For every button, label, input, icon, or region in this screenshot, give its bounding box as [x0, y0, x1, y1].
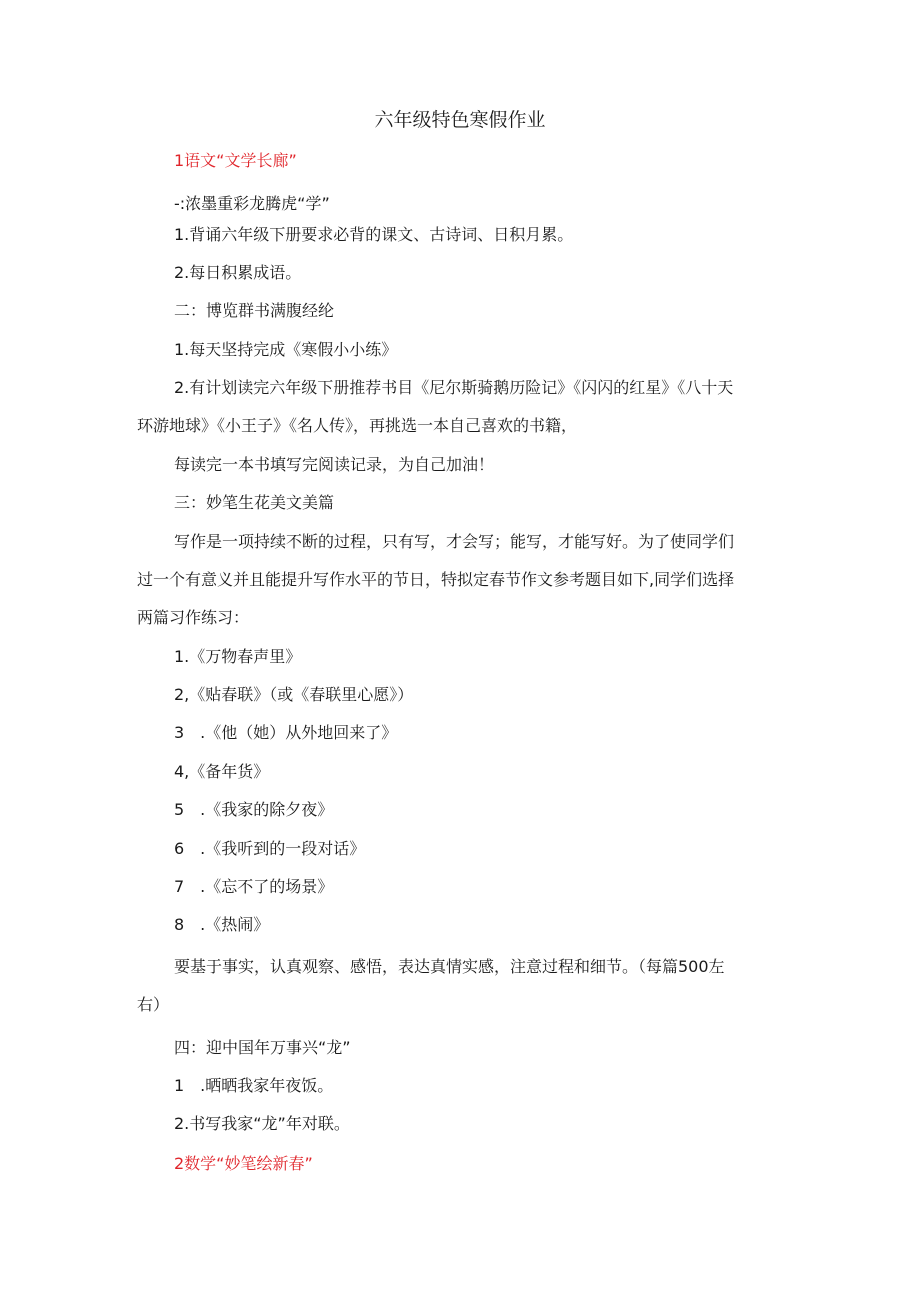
list-item: 1.《万物春声里》: [174, 647, 302, 666]
subsection-heading-4: 四：迎中国年万事兴“龙”: [174, 1038, 351, 1057]
subsection-heading-3: 三：妙笔生花美文美篇: [174, 493, 335, 512]
list-item: 7 .《忘不了的场景》: [174, 877, 334, 896]
section-heading-chinese: 1语文“文学长廊”: [174, 151, 297, 170]
section-heading-math: 2数学“妙笔绘新春”: [174, 1154, 313, 1173]
paragraph-line: 每读完一本书填写完阅读记录，为自己加油！: [174, 455, 495, 474]
subsection-heading-1: -:浓墨重彩龙腾虎“学”: [174, 194, 330, 213]
subsection-heading-2: 二：博览群书满腹经纶: [174, 301, 335, 320]
list-item: 2.每日积累成语。: [174, 263, 302, 282]
paragraph-line: 环游地球》《小王子》《名人传》，再挑选一本自己喜欢的书籍，: [137, 416, 578, 435]
list-item: 3 .《他（她）从外地回来了》: [174, 723, 398, 742]
list-item: 8 .《热闹》: [174, 915, 270, 934]
list-item: 2,《贴春联》（或《春联里心愿》）: [174, 685, 414, 704]
document-title: 六年级特色寒假作业: [374, 109, 546, 131]
paragraph-line: 写作是一项持续不断的过程，只有写，才会写；能写，才能写好。为了使同学们: [174, 532, 735, 551]
paragraph-line: 过一个有意义并且能提升写作水平的节日，特拟定春节作文参考题目如下,同学们选择: [137, 570, 735, 589]
list-item: 4,《备年货》: [174, 762, 270, 781]
paragraph-line: 两篇习作练习：: [137, 608, 250, 627]
list-item: 1.每天坚持完成《寒假小小练》: [174, 340, 398, 359]
list-item: 5 .《我家的除夕夜》: [174, 800, 334, 819]
list-item: 1.背诵六年级下册要求必背的课文、古诗词、日积月累。: [174, 225, 574, 244]
paragraph-line: 2.有计划读完六年级下册推荐书目《尼尔斯骑鹅历险记》《闪闪的红星》《八十天: [174, 378, 734, 397]
paragraph-line: 要基于事实，认真观察、感悟，表达真情实感，注意过程和细节。（每篇500左: [174, 957, 725, 976]
paragraph-line: 右）: [137, 995, 170, 1014]
list-item: 1 .晒晒我家年夜饭。: [174, 1076, 334, 1095]
list-item: 6 .《我听到的一段对话》: [174, 839, 366, 858]
list-item: 2.书写我家“龙”年对联。: [174, 1114, 350, 1133]
